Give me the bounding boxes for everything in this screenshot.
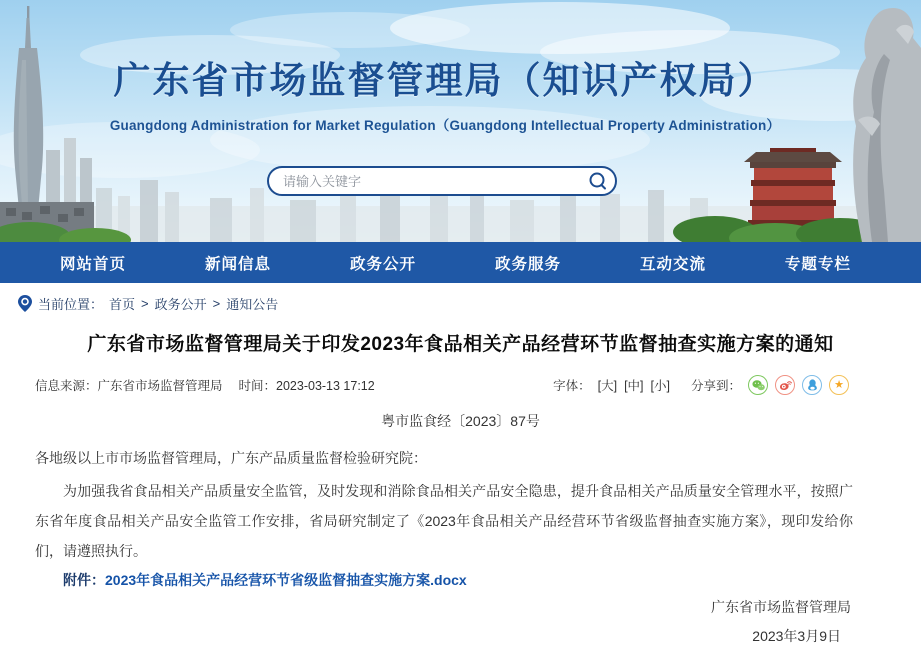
font-size-large-button[interactable]: [大] (597, 379, 618, 393)
share-wechat-button[interactable] (748, 375, 768, 395)
share-qq-button[interactable] (802, 375, 822, 395)
share-qzone-button[interactable] (829, 375, 849, 395)
breadcrumb-notices[interactable]: 通知公告 (226, 296, 279, 312)
share-label: 分享到： (690, 379, 741, 393)
article-time: 时间：2023-03-13 17:12 (238, 379, 375, 393)
article-title: 广东省市场监督管理局关于印发2023年食品相关产品经营环节监督抽查实施方案的通知 (87, 334, 834, 355)
breadcrumb-separator: > (212, 295, 221, 311)
qq-icon (807, 379, 818, 391)
font-size-label: 字体： (553, 379, 591, 393)
article-source: 信息来源：广东省市场监督管理局 (35, 379, 223, 393)
nav-item-topics[interactable]: 专题专栏 (784, 255, 851, 273)
location-pin-icon (18, 295, 32, 312)
nav-item-gov-open[interactable]: 政务公开 (349, 255, 416, 273)
font-size-small-button[interactable]: [小] (650, 379, 670, 393)
document-number: 粤市监食经〔2023〕87号 (381, 413, 540, 429)
article-body: 为加强我省食品相关产品质量安全监管，及时发现和消除食品相关产品安全隐患，提升食品相关产品质量安全管理水平，按照广东省年度食品相关产品安全监管工作安排，省局研究制定了《2023年食品相关产品经营环节省级监督抽查实施方案》，现印发给你们，请遵照执行。 (35, 483, 853, 559)
red-pagoda (744, 148, 842, 230)
nav-item-news[interactable]: 新闻信息 (204, 255, 271, 273)
salutation: 各地级以上市市场监督管理局，广东产品质量监督检验研究院： (35, 450, 427, 466)
weibo-icon (779, 380, 792, 391)
search-input[interactable] (269, 174, 581, 189)
search-icon (588, 171, 608, 191)
breadcrumb-home[interactable]: 首页 (109, 296, 136, 312)
main-nav (0, 242, 921, 283)
breadcrumb-separator: > (141, 295, 149, 311)
banner-artwork (0, 0, 921, 242)
font-size-medium-button[interactable]: [中] (624, 379, 644, 393)
wechat-icon (752, 380, 765, 391)
article-meta (0, 374, 921, 396)
five-rams-statue (853, 8, 921, 242)
nav-item-services[interactable]: 政务服务 (494, 255, 561, 273)
breadcrumb-gov-open[interactable]: 政务公开 (154, 296, 207, 312)
site-banner (0, 0, 921, 242)
search-box (267, 166, 617, 196)
attachment-label: 附件： (63, 572, 105, 588)
article-page (0, 294, 921, 646)
attachment-link[interactable]: 2023年食品相关产品经营环节省级监督抽查实施方案.docx (105, 572, 467, 588)
attachment-row (35, 569, 853, 591)
breadcrumb (18, 294, 921, 312)
canton-tower-icon (14, 6, 92, 220)
issue-date: 2023年3月9日 (752, 628, 841, 644)
search-button[interactable] (581, 167, 615, 195)
issuing-authority: 广东省市场监督管理局 (711, 599, 851, 615)
qzone-star-icon: ★ (834, 378, 844, 391)
site-subtitle-en: Guangdong Administration for Market Regulation（Guangdong Intellectual Property Administration） (109, 118, 781, 133)
breadcrumb-label: 当前位置： (38, 296, 104, 312)
site-title: 广东省市场监督管理局（知识产权局） (113, 60, 777, 101)
share-weibo-button[interactable] (775, 375, 795, 395)
nav-item-interact[interactable]: 互动交流 (639, 255, 706, 273)
nav-item-home[interactable]: 网站首页 (60, 255, 127, 273)
